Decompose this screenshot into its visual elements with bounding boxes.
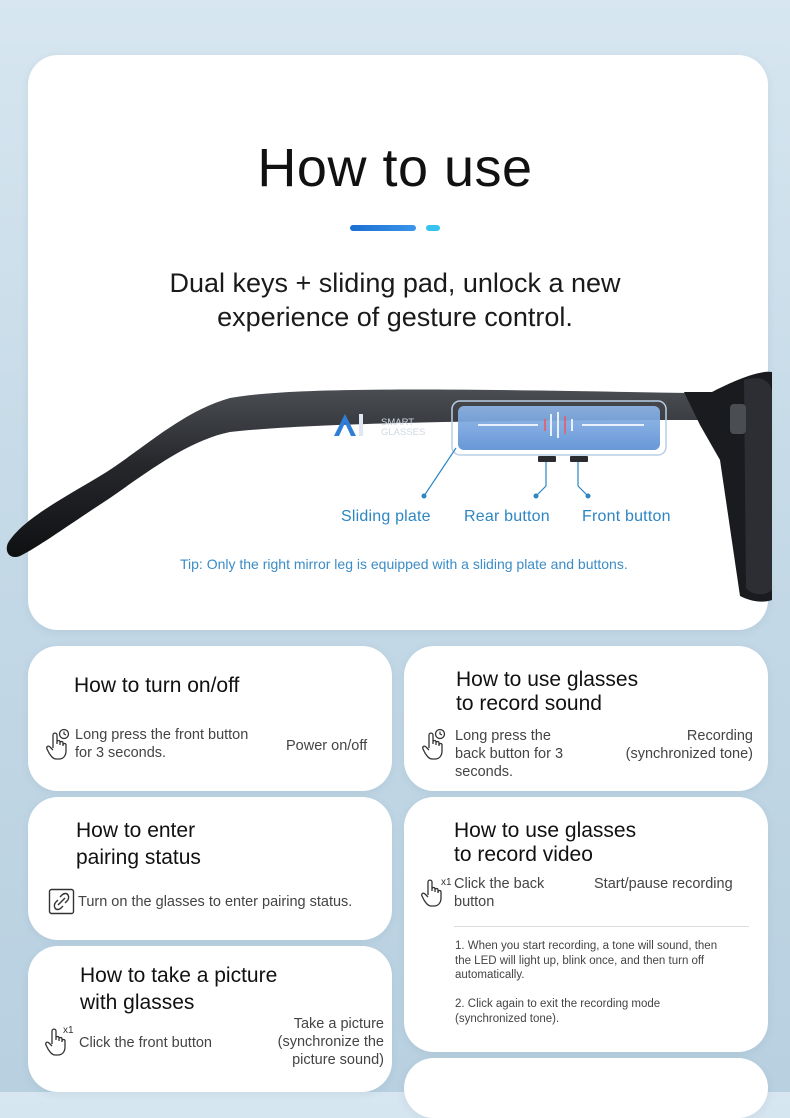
logo-text-line1: SMART (381, 417, 415, 428)
card-title-line: How to enter (76, 819, 196, 842)
instruction-line: for 3 seconds. (75, 745, 167, 761)
card-title-line: with glasses (80, 991, 195, 1014)
note-1 (455, 939, 717, 983)
divider (454, 926, 749, 927)
instruction-line: back button for 3 (455, 746, 564, 762)
result-line: Recording (686, 728, 753, 744)
card-title: How to turn on/off (74, 674, 240, 697)
instruction-line: Long press the front button (75, 727, 249, 743)
card-title-line: to record video (454, 843, 593, 866)
note-line: (synchronized tone). (455, 1012, 560, 1025)
instruction-text (455, 727, 563, 781)
card-title (454, 819, 636, 867)
callout-rear-button: Rear button (464, 508, 550, 525)
note-line: automatically. (455, 969, 525, 981)
record-video-card (404, 797, 768, 1052)
callout-front-button: Front button (582, 508, 671, 525)
page-title: How to use (257, 138, 533, 198)
result-line: (synchronized tone) (625, 746, 753, 762)
card-title (80, 962, 277, 1016)
pairing-card (28, 797, 392, 940)
callout-sliding-plate: Sliding plate (341, 508, 431, 525)
result-text: Power on/off (286, 738, 368, 754)
next-card (404, 1058, 768, 1118)
result-text: Start/pause recording (594, 876, 733, 892)
tap-count: x1 (63, 1025, 74, 1036)
instruction-text: Turn on the glasses to enter pairing status. (78, 894, 353, 910)
hero-subtitle (0, 266, 790, 334)
long-press-hand-icon (45, 728, 71, 760)
note-line: 1. When you start recording, a tone will sound, then (455, 940, 718, 952)
result-text (626, 727, 753, 763)
rear-button-shape (538, 456, 556, 462)
record-sound-card (404, 646, 768, 791)
instruction-text: Click the front button (79, 1035, 212, 1051)
instruction-text (75, 726, 248, 762)
hinge (730, 404, 746, 434)
result-text (278, 1015, 384, 1069)
card-title-line: How to use glasses (454, 819, 637, 842)
hero-subtitle-line: Dual keys + sliding pad, unlock a new (169, 268, 621, 298)
card-title (456, 668, 638, 716)
instruction-text (454, 875, 544, 911)
card-title (76, 817, 201, 871)
result-line: picture sound) (292, 1052, 384, 1068)
title-accent-dot (426, 225, 440, 231)
result-line: Take a picture (293, 1016, 384, 1032)
picture-card (28, 946, 392, 1092)
hero-subtitle-line: experience of gesture control. (217, 302, 573, 332)
note-line: the LED will light up, blink once, and then turn off (455, 954, 705, 967)
card-title-line: How to take a picture (80, 964, 278, 987)
long-press-hand-icon (421, 728, 447, 760)
pairing-link-icon (48, 888, 75, 915)
card-title-line: to record sound (456, 692, 602, 715)
result-line: (synchronize the (277, 1034, 384, 1050)
note-line: 2. Click again to exit the recording mode (455, 998, 661, 1010)
title-accent-bar (350, 225, 416, 231)
glasses-temple-illustration (0, 360, 790, 610)
logo-text-line2: GLASSES (381, 427, 426, 438)
note-2 (455, 997, 660, 1026)
instruction-line: Long press the (455, 728, 551, 744)
front-button-shape (570, 456, 588, 462)
tap-count: x1 (441, 877, 452, 888)
card-title-line: How to use glasses (456, 668, 639, 691)
instruction-line: Click the back (454, 876, 545, 892)
card-title-line: pairing status (76, 846, 201, 869)
instruction-line: seconds. (455, 764, 514, 780)
instruction-line: button (454, 894, 495, 910)
power-card (28, 646, 392, 791)
tip-text: Tip: Only the right mirror leg is equipped with a sliding plate and buttons. (180, 556, 628, 572)
